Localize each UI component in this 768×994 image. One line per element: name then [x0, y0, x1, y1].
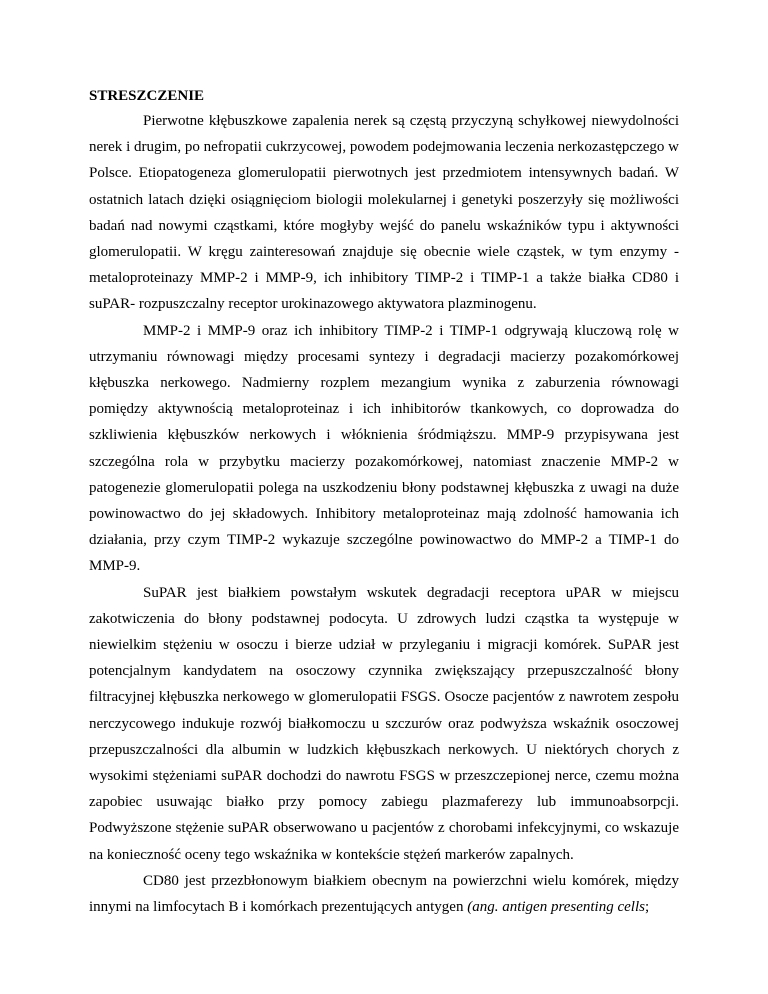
paragraph-intro: Pierwotne kłębuszkowe zapalenia nerek są częstą przyczyną schyłkowej niewydolności nerek i drugim, po nefropatii cukrzycowej, powodem podejmowania leczenia nerkozastępczego w Polsce. Etiopatogeneza glomerulopatii pierwotnych jest przedmiotem intensywnych badań. W ostatnich latach dzięki osiągnięciom biologii molekularnej i genetyki poszerzyły się możliwości badań nad nowymi cząstkami, które mogłyby wejść do panelu wskaźników typu i aktywności glomerulopatii. W kręgu zainteresowań znajduje się obecnie wiele cząstek, w tym enzymy - metaloproteinazy MMP-2 i MMP-9, ich inhibitory TIMP-2 i TIMP-1 a także białka CD80 i suPAR- rozpuszczalny receptor urokinazowego aktywatora plazminogenu. — [89, 113, 679, 313]
section-heading: STRESZCZENIE — [89, 88, 205, 104]
paragraph-cd80 — [89, 868, 679, 920]
paragraph-cd80-text: CD80 jest przezbłonowym białkiem obecnym na powierzchni wielu komórek, między innymi na limfocytach B i komórkach prezentujących antygen — [89, 872, 679, 916]
paragraph-mmp: MMP-2 i MMP-9 oraz ich inhibitory TIMP-2 i TIMP-1 odgrywają kluczową rolę w utrzymaniu równowagi między procesami syntezy i degradacji macierzy pozakomórkowej kłębuszka nerkowego. Nadmierny rozplem mezangium wynika z zaburzenia równowagi pomiędzy aktywnością metaloproteinaz i ich inhibitorów tkankowych, co doprowadza do szkliwienia kłębuszków nerkowych i włóknienia śródmiąższu. MMP-9 przypisywana jest szczególna rola w przybytku macierzy pozakomórkowej, natomiast znaczenie MMP-2 w patogenezie glomerulopatii polega na uszkodzeniu błony podstawnej kłębuszka z uwagi na duże powinowactwo do jej składowych. Inhibitory metaloproteinaz mają zdolność hamowania ich działania, przy czym TIMP-2 wykazuje szczególne powinowactwo do MMP-2 a TIMP-1 do MMP-9. — [89, 322, 679, 575]
paragraph-supar: SuPAR jest białkiem powstałym wskutek degradacji receptora uPAR w miejscu zakotwiczenia do błony podstawnej podocyta. U zdrowych ludzi cząstka ta występuje w niewielkim stężeniu w osoczu i bierze udział w przyleganiu i migracji komórek. SuPAR jest potencjalnym kandydatem na osoczowy czynnika zwiększający przepuszczalność błony filtracyjnej kłębuszka nerkowego w glomerulopatii FSGS. Osocze pacjentów z nawrotem zespołu nerczycowego indukuje rozwój białkomoczu u szczurów oraz podwyższa wskaźnik osoczowej przepuszczalności dla albumin w ludzkich kłębuszkach nerkowych. U niektórych chorych z wysokimi stężeniami suPAR dochodzi do nawrotu FSGS w przeszczepionej nerce, czemu można zapobiec usuwając białko przy pomocy zabiegu plazmaferezy lub immunoabsorpcji. Podwyższone stężenie suPAR obserwowano u pacjentów z chorobami infekcyjnymi, co wskazuje na konieczność oceny tego wskaźnika w kontekście stężeń markerów zapalnych. — [89, 584, 679, 863]
document-body — [89, 108, 679, 920]
paragraph-cd80-italic: (ang. antigen presenting cells — [467, 899, 645, 916]
paragraph-cd80-end: ; — [644, 899, 650, 916]
